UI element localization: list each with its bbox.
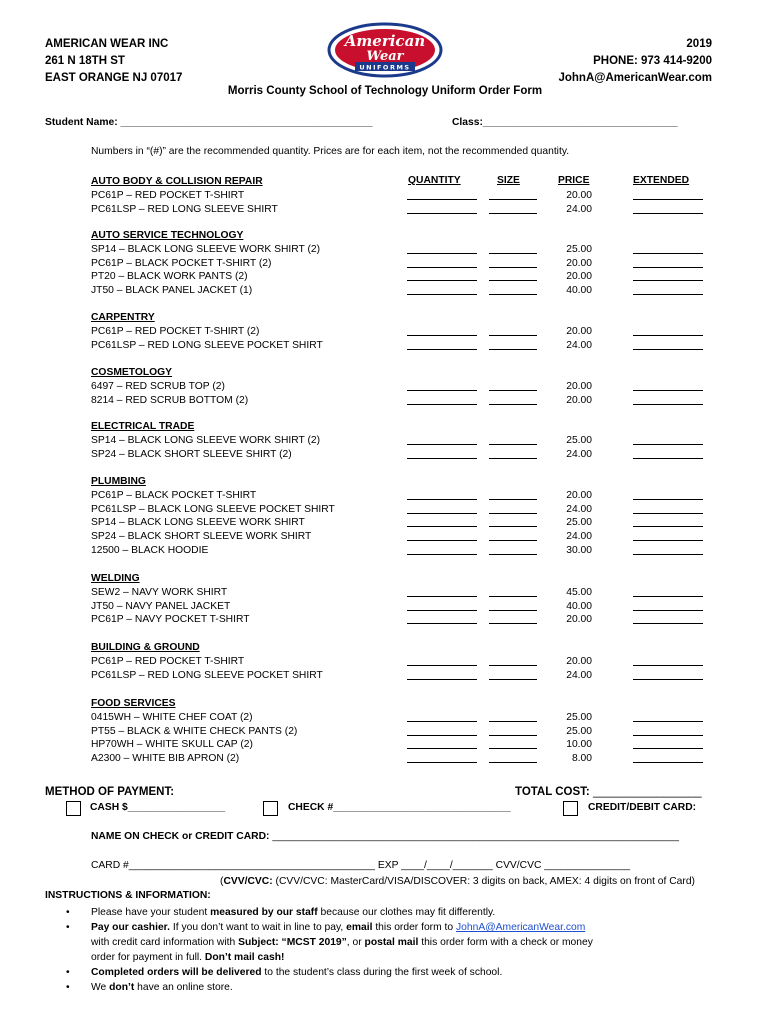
extended-field[interactable] [633,725,703,736]
section-title: WELDING [91,573,140,584]
quantity-field[interactable] [407,284,477,295]
item-name: PC61LSP – RED LONG SLEEVE POCKET SHIRT [91,339,323,351]
section-title: CARPENTRY [91,312,155,323]
instruction-pay: • Pay our cashier. If you don’t want to wait in line to pay, email this order form to JohnA@AmericanWear.com with credit card information with Subject: “MCST 2019”, or postal mail this order form with a check or money order for payment in full. Don’t mail cash! [66,922,593,963]
size-field[interactable] [489,600,537,611]
quantity-field[interactable] [407,339,477,350]
item-name: PT55 – BLACK & WHITE CHECK PANTS (2) [91,725,298,737]
item-price: 24.00 [566,531,592,543]
extended-field[interactable] [633,600,703,611]
logo-graphic [327,22,443,78]
size-field[interactable] [489,339,537,350]
item-name: PC61P – BLACK POCKET T-SHIRT (2) [91,257,272,269]
section-title: ELECTRICAL TRADE [91,421,195,432]
quantity-field[interactable] [407,738,477,749]
item-name: SP14 – BLACK LONG SLEEVE WORK SHIRT (2) [91,243,321,255]
item-name: 8214 – RED SCRUB BOTTOM (2) [91,394,249,406]
size-field[interactable] [489,434,537,445]
section-3 [91,366,248,407]
quantity-field[interactable] [407,516,477,527]
extended-field[interactable] [633,669,703,680]
extended-field[interactable] [633,613,703,624]
quantity-field[interactable] [407,711,477,722]
item-price: 20.00 [566,257,592,269]
name-on-card-field[interactable]: _______________________________________________________________________ [272,831,679,842]
company-name: AMERICAN WEAR INC [45,38,169,50]
item-price: 20.00 [566,655,592,667]
quantity-field[interactable] [407,544,477,555]
cvv-note-text: (CVV/CVC: MasterCard/VISA/DISCOVER: 3 digits on back, AMEX: 4 digits on front of Card) [275,876,695,887]
quantity-field[interactable] [407,243,477,254]
item-name: HP70WH – WHITE SKULL CAP (2) [91,739,253,751]
quantity-field[interactable] [407,257,477,268]
item-name: 6497 – RED SCRUB TOP (2) [91,380,225,392]
item-name: PC61LSP – RED LONG SLEEVE POCKET SHIRT [91,669,323,681]
name-on-card-label: NAME ON CHECK or CREDIT CARD: [91,831,270,842]
quantity-field[interactable] [407,655,477,666]
total-cost-label: TOTAL COST: [515,786,590,798]
address-line-2: EAST ORANGE NJ 07017 [45,72,183,84]
item-name: 0415WH – WHITE CHEF COAT (2) [91,711,253,723]
item-price: 20.00 [566,271,592,283]
total-cost [515,786,702,798]
extended-field[interactable] [633,448,703,459]
item-price: 40.00 [566,600,592,612]
item-name: PC61P – RED POCKET T-SHIRT (2) [91,325,260,337]
quantity-field[interactable] [407,586,477,597]
card-number-row[interactable]: CARD #___________________________________________ EXP ____/____/_______ CVV/CVC _______________ [91,860,631,871]
company-contact [558,36,712,87]
item-price: 24.00 [566,203,592,215]
extended-field[interactable] [633,489,703,500]
item-name: A2300 – WHITE BIB APRON (2) [91,753,240,765]
item-price: 25.00 [566,434,592,446]
section-title: COSMETOLOGY [91,367,173,378]
logo-text-secondary: Wear [366,49,404,64]
size-field[interactable] [489,530,537,541]
extended-field[interactable] [633,530,703,541]
cash-field[interactable]: CASH $_________________ [90,802,226,813]
section-0 [91,175,278,216]
logo-text-sub: UNIFORMS [359,63,411,72]
class-field[interactable]: Class:__________________________________ [452,117,678,128]
payment-method-label: METHOD OF PAYMENT: [45,786,175,798]
section-5 [91,475,335,558]
item-price: 20.00 [566,614,592,626]
item-name: PC61LSP – RED LONG SLEEVE SHIRT [91,203,278,215]
column-extended: EXTENDED [633,175,690,186]
quantity-note: Numbers in “(#)” are the recommended quantity. Prices are for each item, not the recommended quantity. [91,146,570,157]
extended-field[interactable] [633,339,703,350]
quantity-field[interactable] [407,530,477,541]
size-field[interactable] [489,203,537,214]
size-field[interactable] [489,544,537,555]
quantity-field[interactable] [407,189,477,200]
item-price: 30.00 [566,545,592,556]
quantity-field[interactable] [407,325,477,336]
item-name: 12500 – BLACK HOODIE [91,544,209,556]
instructions-list [45,905,745,995]
item-price: 24.00 [566,448,592,460]
size-field[interactable] [489,243,537,254]
section-6 [91,572,250,627]
section-title: AUTO BODY & COLLISION REPAIR [91,176,263,187]
credit-card-label: CREDIT/DEBIT CARD: [588,802,697,813]
name-on-card-row [91,831,679,842]
item-name: SP24 – BLACK SHORT SLEEVE WORK SHIRT [91,531,312,543]
section-8 [91,697,297,766]
quantity-field[interactable] [407,448,477,459]
cvv-note: (CVV/CVC: (CVV/CVC: MasterCard/VISA/DISCOVER: 3 digits on back, AMEX: 4 digits on front of Card) [220,876,695,887]
item-name: PC61P – RED POCKET T-SHIRT [91,655,245,667]
extended-field[interactable] [633,284,703,295]
item-price: 10.00 [566,739,592,751]
extended-field[interactable] [633,711,703,722]
extended-field[interactable] [633,586,703,597]
size-field[interactable] [489,613,537,624]
address-line-1: 261 N 18TH ST [45,55,125,67]
size-field[interactable] [489,752,537,763]
instructions-title: INSTRUCTIONS & INFORMATION: [45,890,211,901]
item-name: PC61P – RED POCKET T-SHIRT [91,189,245,201]
american-wear-logo [327,22,443,78]
item-name: JT50 – NAVY PANEL JACKET [91,600,231,612]
item-price: 24.00 [566,669,592,681]
instruction-measure: • Please have your student measured by our staff because our clothes may fit differently. [66,907,496,918]
quantity-field[interactable] [407,752,477,763]
size-field[interactable] [489,394,537,405]
extended-field[interactable] [633,243,703,254]
quantity-field[interactable] [407,503,477,514]
item-price: 25.00 [566,243,592,255]
credit-card-checkbox[interactable] [563,801,578,816]
size-field[interactable] [489,655,537,666]
logo-text-primary: American [344,32,426,50]
email-link[interactable]: JohnA@AmericanWear.com [456,922,586,933]
size-field[interactable] [489,448,537,459]
size-field[interactable] [489,725,537,736]
check-checkbox[interactable] [263,801,278,816]
cash-checkbox[interactable] [66,801,81,816]
item-name: PC61P – NAVY POCKET T-SHIRT [91,614,250,626]
item-name: SEW2 – NAVY WORK SHIRT [91,586,228,598]
section-1 [91,229,320,298]
quantity-field[interactable] [407,380,477,391]
extended-field[interactable] [633,270,703,281]
quantity-field[interactable] [407,489,477,500]
extended-field[interactable] [633,203,703,214]
extended-field[interactable] [633,434,703,445]
size-field[interactable] [489,284,537,295]
item-name: SP24 – BLACK SHORT SLEEVE SHIRT (2) [91,448,292,460]
item-name: PC61P – BLACK POCKET T-SHIRT [91,489,257,501]
column-price: PRICE [558,175,590,186]
extended-field[interactable] [633,394,703,405]
item-price: 25.00 [566,517,592,529]
size-field[interactable] [489,325,537,336]
quantity-field[interactable] [407,270,477,281]
size-field[interactable] [489,516,537,527]
student-name-field[interactable]: Student Name: ____________________________________________ [45,117,373,128]
size-field[interactable] [489,380,537,391]
section-title: BUILDING & GROUND [91,642,200,653]
company-email: JohnA@AmericanWear.com [558,72,712,84]
section-title: AUTO SERVICE TECHNOLOGY [91,230,244,241]
extended-field[interactable] [633,752,703,763]
extended-field[interactable] [633,503,703,514]
size-field[interactable] [489,586,537,597]
item-price: 40.00 [566,285,592,297]
extended-field[interactable] [633,257,703,268]
item-price: 20.00 [566,394,592,406]
company-address [45,36,182,87]
size-field[interactable] [489,489,537,500]
size-field[interactable] [489,503,537,514]
total-cost-field[interactable]: _________________ [592,786,702,798]
extended-field[interactable] [633,325,703,336]
extended-field[interactable] [633,544,703,555]
form-title: Morris County School of Technology Uniform Order Form [227,85,543,97]
size-field[interactable] [489,189,537,200]
item-price: 20.00 [566,325,592,337]
extended-field[interactable] [633,380,703,391]
instruction-delivery: • Completed orders will be delivered to the student’s class during the first week of school. [66,967,503,978]
column-size: SIZE [497,175,520,186]
quantity-field[interactable] [407,613,477,624]
quantity-field[interactable] [407,725,477,736]
size-field[interactable] [489,669,537,680]
quantity-field[interactable] [407,600,477,611]
item-price: 24.00 [566,503,592,515]
quantity-field[interactable] [407,203,477,214]
item-price: 45.00 [566,586,592,598]
company-phone: PHONE: 973 414-9200 [593,55,712,67]
item-price: 25.00 [566,711,592,723]
extended-field[interactable] [633,189,703,200]
instruction-online: • We don’t have an online store. [66,982,233,993]
check-field[interactable]: CHECK #_______________________________ [288,802,511,813]
item-name: SP14 – BLACK LONG SLEEVE WORK SHIRT (2) [91,434,321,446]
extended-field[interactable] [633,738,703,749]
section-title: PLUMBING [91,476,146,487]
quantity-field[interactable] [407,434,477,445]
item-price: 20.00 [566,189,592,201]
extended-field[interactable] [633,655,703,666]
item-price: 20.00 [566,489,592,501]
quantity-field[interactable] [407,669,477,680]
section-title: FOOD SERVICES [91,698,176,709]
item-name: PC61LSP – BLACK LONG SLEEVE POCKET SHIRT [91,503,335,515]
size-field[interactable] [489,257,537,268]
column-quantity: QUANTITY [408,175,461,186]
item-price: 8.00 [571,753,592,765]
item-name: PT20 – BLACK WORK PANTS (2) [91,271,248,283]
form-year: 2019 [686,38,712,50]
item-price: 24.00 [566,339,592,351]
item-price: 20.00 [566,380,592,392]
size-field[interactable] [489,270,537,281]
extended-field[interactable] [633,516,703,527]
section-2 [91,311,323,352]
item-name: JT50 – BLACK PANEL JACKET (1) [91,285,253,297]
size-field[interactable] [489,711,537,722]
section-7 [91,641,323,682]
section-4 [91,420,320,461]
size-field[interactable] [489,738,537,749]
item-price: 25.00 [566,725,592,737]
item-name: SP14 – BLACK LONG SLEEVE WORK SHIRT [91,517,305,529]
quantity-field[interactable] [407,394,477,405]
